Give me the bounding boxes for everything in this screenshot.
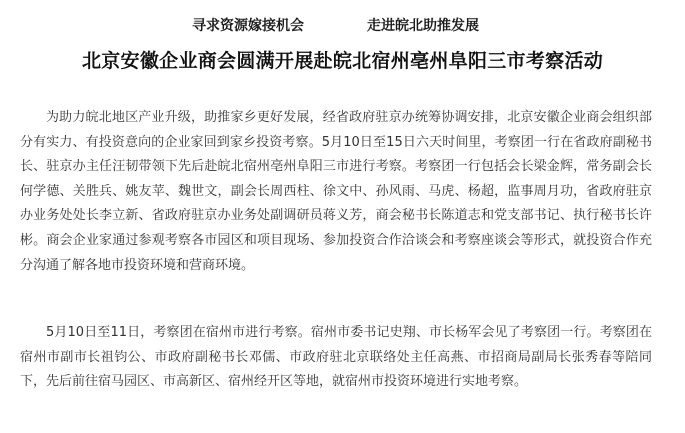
subtitle-left: 寻求资源嫁接机会 xyxy=(192,18,304,34)
paragraph-2: 5月10日至11日，考察团在宿州市进行考察。宿州市委书记史翔、市长杨军会见了考察团一行。考察团在宿州市副市长祖钧公、市政府副秘书长邓儒、市政府驻北京联络处主任高燕、市招商局副局长张秀春等陪同下，先后前往宿马园区、市高新区、宿州经开区等地，就宿州市投资环境进行实地考察。 xyxy=(20,325,652,390)
article-headline: 北京安徽企业商会圆满开展赴皖北宿州亳州阜阳三市考察活动 xyxy=(81,50,604,72)
subtitle-right: 走进皖北助推发展 xyxy=(367,18,479,34)
paragraph-1: 为助力皖北地区产业升级，助推家乡更好发展，经省政府驻京办统筹协调安排，北京安徽企业商会组织部分有实力、有投资意向的企业家回到家乡投资考察。5月10日至15日六天时间里，考察团一行在省政府副秘书长、驻京办主任汪韧带领下先后赴皖北宿州亳州阜阳三市进行考察。考察团一行包括会长梁金辉，常务副会长何学德、关胜兵、姚友苹、魏世文，副会长周西柱、徐文中、孙风雨、马虎、杨超，监事周月功，省政府驻京办业务处处长李立新、省政府驻京办业务处副调研员蒋义芳，商会秘书长陈道志和党支部书记、执行秘书长许彬。商会企业家通过参观考察各市园区和项目现场、参加投资合作洽谈会和考察座谈会等形式，就投资合作充分沟通了解各地市投资环境和营商环境。 xyxy=(20,110,652,273)
subtitle-row xyxy=(0,15,685,35)
